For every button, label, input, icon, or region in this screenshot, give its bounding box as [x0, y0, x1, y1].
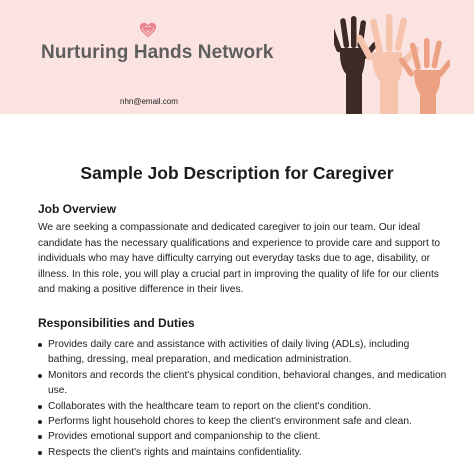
responsibilities-list — [38, 337, 448, 460]
list-item: Collaborates with the healthcare team to report on the client's condition. — [38, 399, 448, 414]
list-item: Performs light household chores to keep the client's environment safe and clean. — [38, 414, 448, 429]
job-overview-heading: Job Overview — [38, 202, 117, 216]
list-item: Provides daily care and assistance with activities of daily living (ADLs), including bathing, dressing, meal preparation, and medication administration. — [38, 337, 448, 368]
contact-email: nhn@email.com — [120, 97, 178, 106]
heart-fingerprint-icon — [139, 21, 157, 39]
page-title: Sample Job Description for Caregiver — [80, 163, 394, 183]
job-overview-text: We are seeking a compassionate and dedicated caregiver to join our team. Our ideal candidate has the necessary qualifications and experience to provide care and support to individuals who may have difficulty carrying out everyday tasks due to age, disability, or illness. In this role, you will play a crucial part in improving the quality of life for our clients and making a positive difference in their lives. — [38, 222, 441, 295]
letterhead — [0, 0, 474, 114]
medium-hand-icon — [398, 38, 450, 114]
list-item: Provides emotional support and companionship to the client. — [38, 429, 448, 444]
list-item: Monitors and records the client's physical condition, behavioral changes, and medication use. — [38, 368, 448, 399]
raised-hands-illustration — [334, 14, 450, 114]
responsibilities-heading: Responsibilities and Duties — [38, 316, 195, 330]
organization-name: Nurturing Hands Network — [41, 42, 274, 63]
list-item: Respects the client's rights and maintains confidentiality. — [38, 445, 448, 460]
